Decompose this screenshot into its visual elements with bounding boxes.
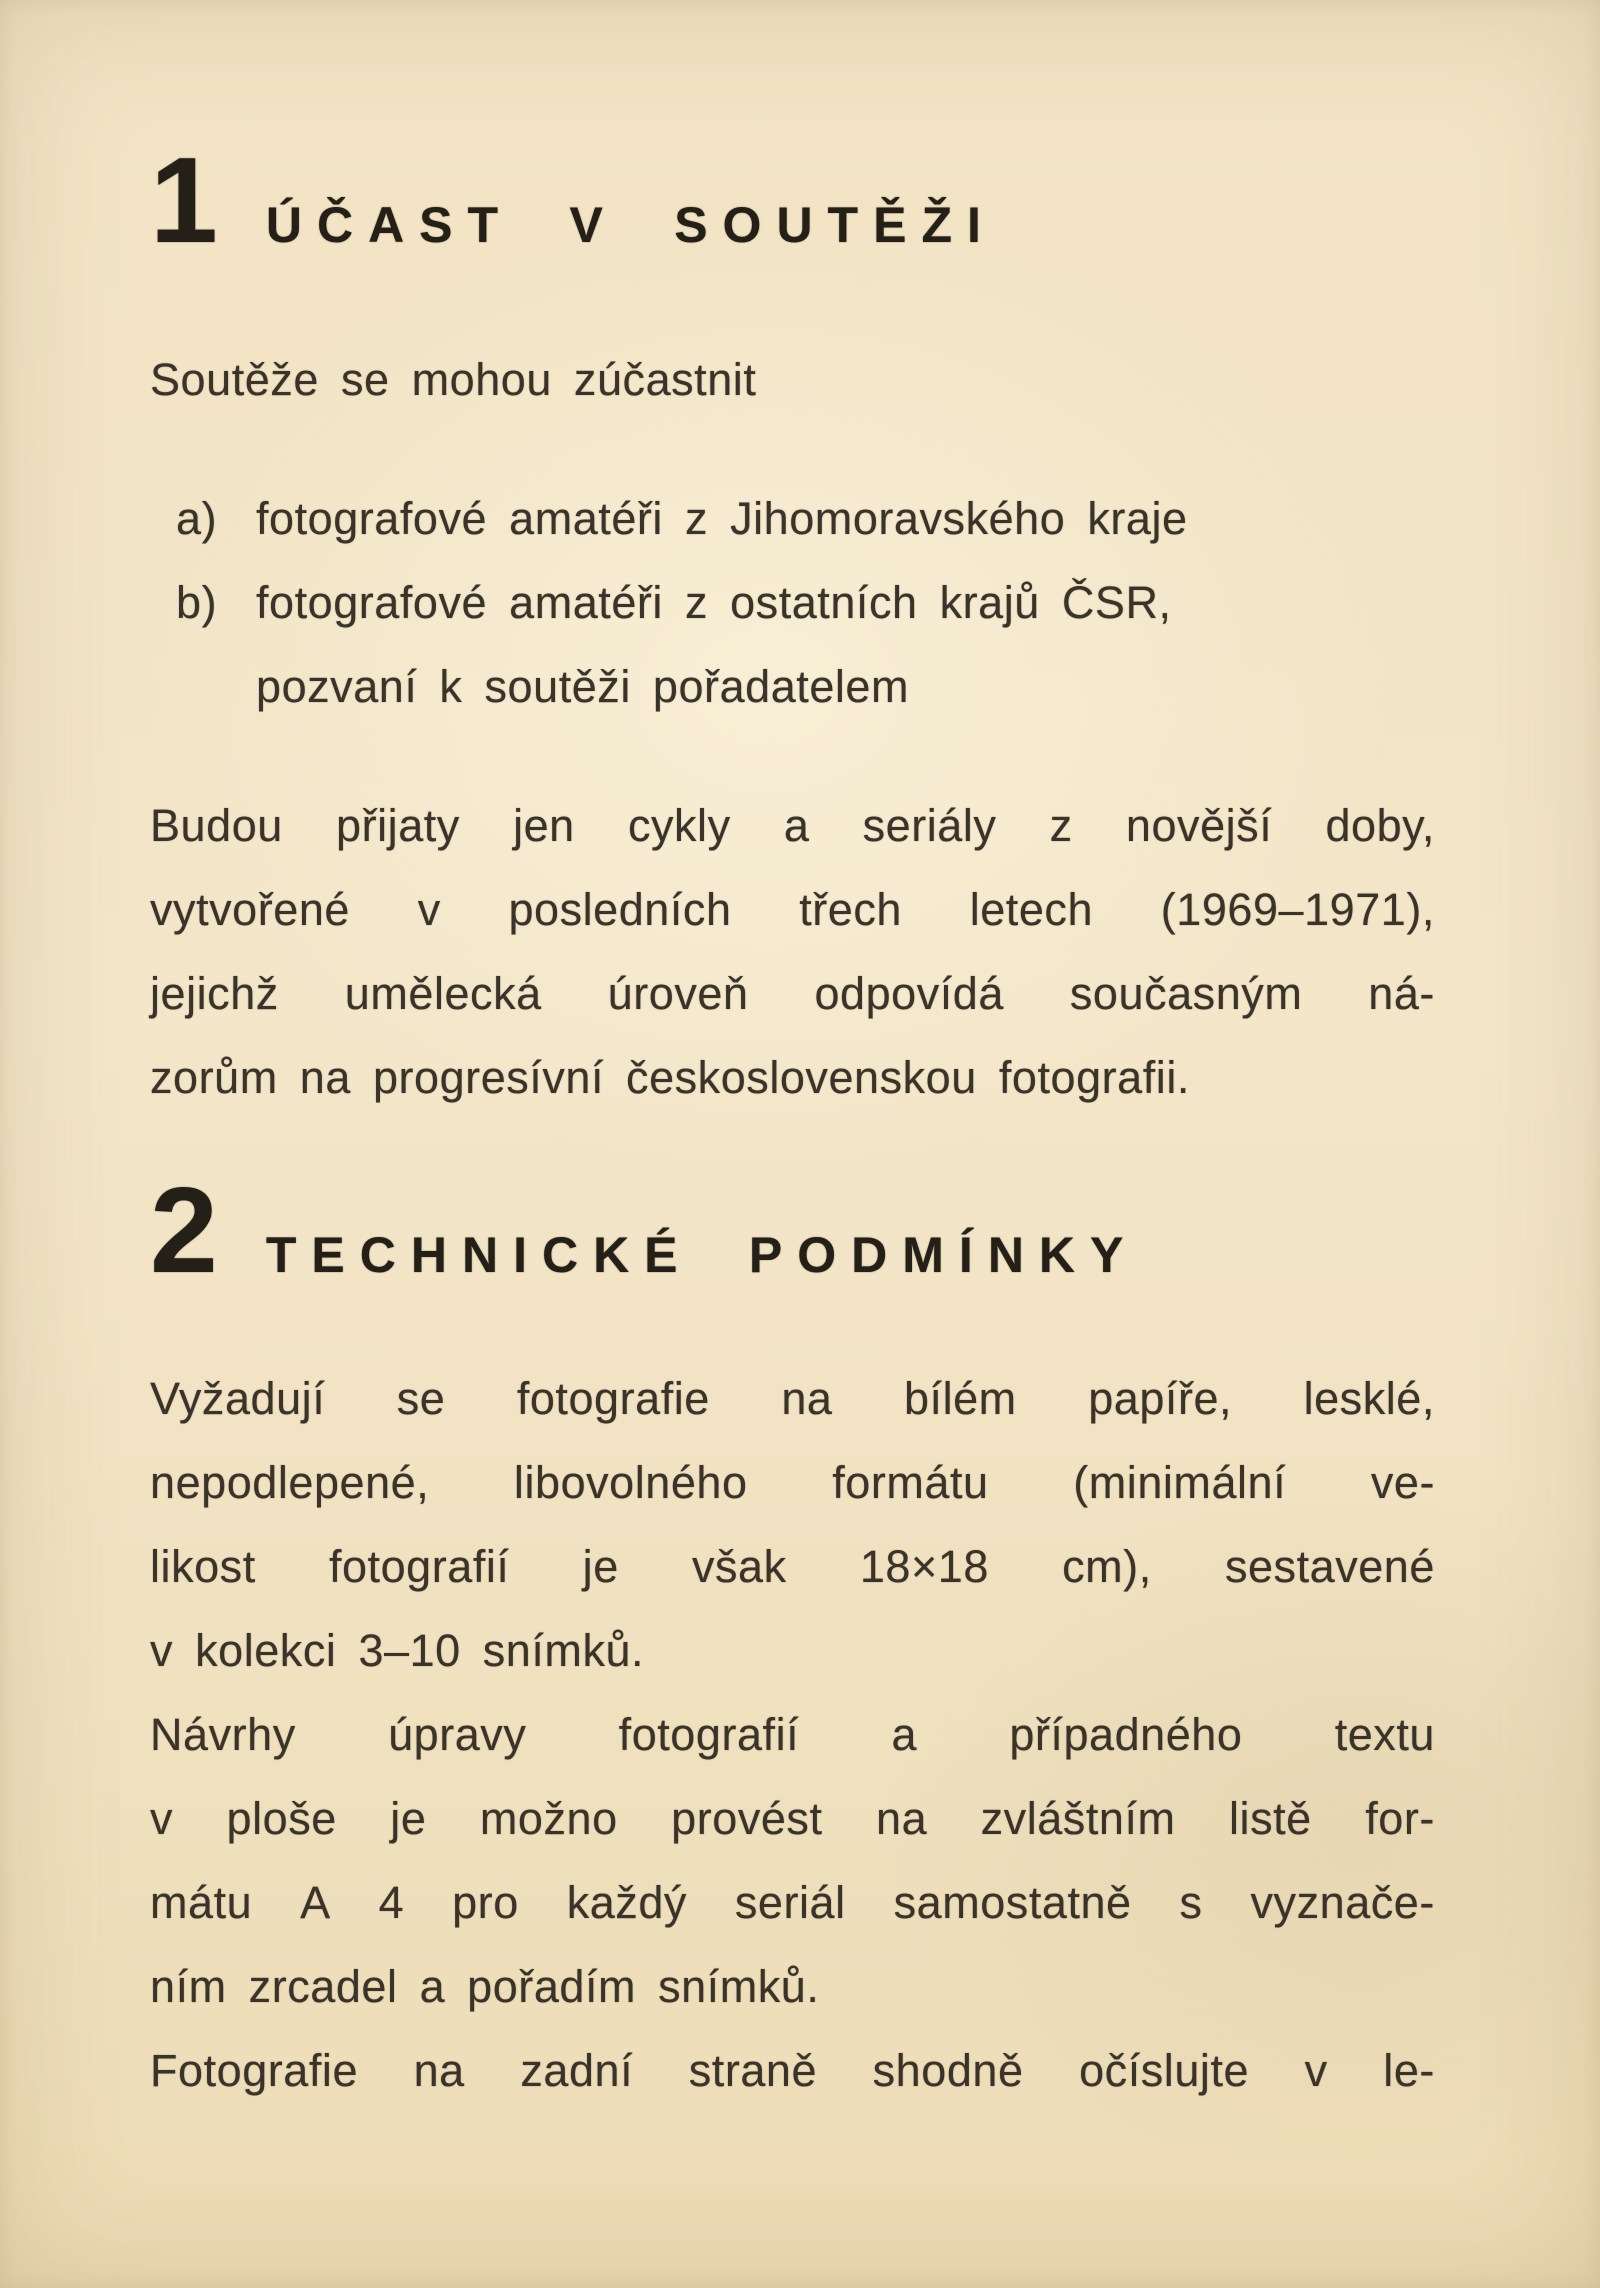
word: likost	[150, 1541, 256, 1592]
word: formátu	[832, 1457, 989, 1508]
text-line	[150, 1441, 1435, 1525]
word: seriál	[734, 1877, 846, 1928]
word: odpovídá	[814, 968, 1004, 1019]
word: cm),	[1062, 1541, 1152, 1592]
word: (minimální	[1073, 1457, 1287, 1508]
text-line	[150, 868, 1435, 952]
word: na	[413, 2045, 465, 2096]
word: straně	[688, 2045, 818, 2096]
section-number: 2	[150, 1162, 218, 1298]
word: doby,	[1325, 800, 1435, 851]
word: lesklé,	[1303, 1373, 1435, 1424]
word: samostatně	[893, 1877, 1132, 1928]
word: 4	[378, 1877, 405, 1928]
text-line: v kolekci 3–10 snímků.	[150, 1625, 645, 1676]
text-line: fotografové amatéři z Jihomoravského kraje	[256, 493, 1188, 544]
word: papíře,	[1088, 1373, 1233, 1424]
word: seriály	[862, 800, 997, 851]
word: každý	[566, 1877, 687, 1928]
word: na	[781, 1373, 833, 1424]
text-line: fotografové amatéři z ostatních krajů ČSR,	[256, 577, 1172, 628]
word: však	[691, 1541, 787, 1592]
list-marker-box	[150, 477, 256, 561]
word: libovolného	[513, 1457, 748, 1508]
word: shodně	[872, 2045, 1024, 2096]
word: for-	[1365, 1793, 1435, 1844]
text-line: Soutěže se mohou zúčastnit	[150, 354, 757, 405]
word: jen	[513, 800, 575, 851]
word: Návrhy	[150, 1709, 296, 1760]
word: zadní	[520, 2045, 634, 2096]
word: cykly	[627, 800, 731, 851]
word: na	[876, 1793, 928, 1844]
text-line	[150, 952, 1435, 1036]
word: fotografií	[328, 1541, 510, 1592]
text-line	[150, 1693, 1435, 1777]
word: posledních	[508, 884, 732, 935]
list-item-text	[256, 477, 1435, 561]
text-line: zorům na progresívní československou fotografii.	[150, 1052, 1190, 1103]
word: úpravy	[388, 1709, 527, 1760]
word: a	[783, 800, 810, 851]
word: novější	[1125, 800, 1273, 851]
word: bílém	[903, 1373, 1017, 1424]
word: provést	[671, 1793, 823, 1844]
word: se	[396, 1373, 446, 1424]
word: letech	[969, 884, 1094, 935]
paragraph	[150, 338, 1435, 422]
list-item	[150, 477, 1435, 561]
list-marker: a)	[176, 493, 218, 544]
list	[150, 477, 1435, 729]
word: listě	[1229, 1793, 1312, 1844]
word: 18×18	[859, 1541, 989, 1592]
word: jejichž	[150, 968, 279, 1019]
word: ve-	[1370, 1457, 1435, 1508]
word: v	[1304, 2045, 1328, 2096]
word: případného	[1009, 1709, 1243, 1760]
paragraph	[150, 1357, 1435, 1693]
text-line	[150, 784, 1435, 868]
text-line: ním zrcadel a pořadím snímků.	[150, 1961, 820, 2012]
list-marker: b)	[176, 577, 218, 628]
word: zvláštním	[980, 1793, 1176, 1844]
word: fotografie	[516, 1373, 710, 1424]
word: Budou	[150, 800, 283, 851]
word: s	[1179, 1877, 1203, 1928]
section-1	[150, 132, 1435, 1120]
word: mátu	[150, 1877, 253, 1928]
text-line	[150, 2029, 1435, 2113]
section-2	[150, 1162, 1435, 2113]
word: nepodlepené,	[150, 1457, 430, 1508]
word: ná-	[1368, 968, 1435, 1019]
section-heading	[150, 132, 1435, 268]
word: úroveň	[607, 968, 749, 1019]
word: z	[1049, 800, 1073, 851]
section-heading	[150, 1162, 1435, 1298]
word: je	[582, 1541, 619, 1592]
text-line	[150, 1777, 1435, 1861]
word: Vyžadují	[150, 1373, 326, 1424]
paragraph	[150, 784, 1435, 1120]
text-line	[150, 1861, 1435, 1945]
word: možno	[479, 1793, 618, 1844]
paragraph	[150, 1693, 1435, 2029]
word: v	[150, 1793, 174, 1844]
word: textu	[1334, 1709, 1435, 1760]
list-item-text	[256, 561, 1435, 729]
word: (1969–1971),	[1160, 884, 1435, 935]
word: le-	[1383, 2045, 1435, 2096]
word: Fotografie	[150, 2045, 359, 2096]
word: v	[417, 884, 441, 935]
list-item	[150, 561, 1435, 729]
text-line	[150, 1357, 1435, 1441]
section-title: ÚČAST V SOUTĚŽI	[265, 197, 996, 253]
word: fotografií	[618, 1709, 800, 1760]
word: A	[300, 1877, 331, 1928]
list-marker-box	[150, 561, 256, 729]
word: přijaty	[336, 800, 460, 851]
word: očíslujte	[1079, 2045, 1250, 2096]
word: a	[891, 1709, 918, 1760]
paragraph	[150, 2029, 1435, 2113]
text-line	[150, 1525, 1435, 1609]
text-line: pozvaní k soutěži pořadatelem	[256, 661, 910, 712]
section-title: TECHNICKÉ PODMÍNKY	[265, 1227, 1139, 1283]
word: pro	[452, 1877, 519, 1928]
word: třech	[799, 884, 902, 935]
word: sestavené	[1224, 1541, 1435, 1592]
word: je	[390, 1793, 427, 1844]
word: umělecká	[344, 968, 542, 1019]
word: ploše	[226, 1793, 337, 1844]
word: současným	[1069, 968, 1303, 1019]
word: vyznače-	[1250, 1877, 1435, 1928]
section-number: 1	[150, 132, 218, 268]
word: vytvořené	[150, 884, 350, 935]
